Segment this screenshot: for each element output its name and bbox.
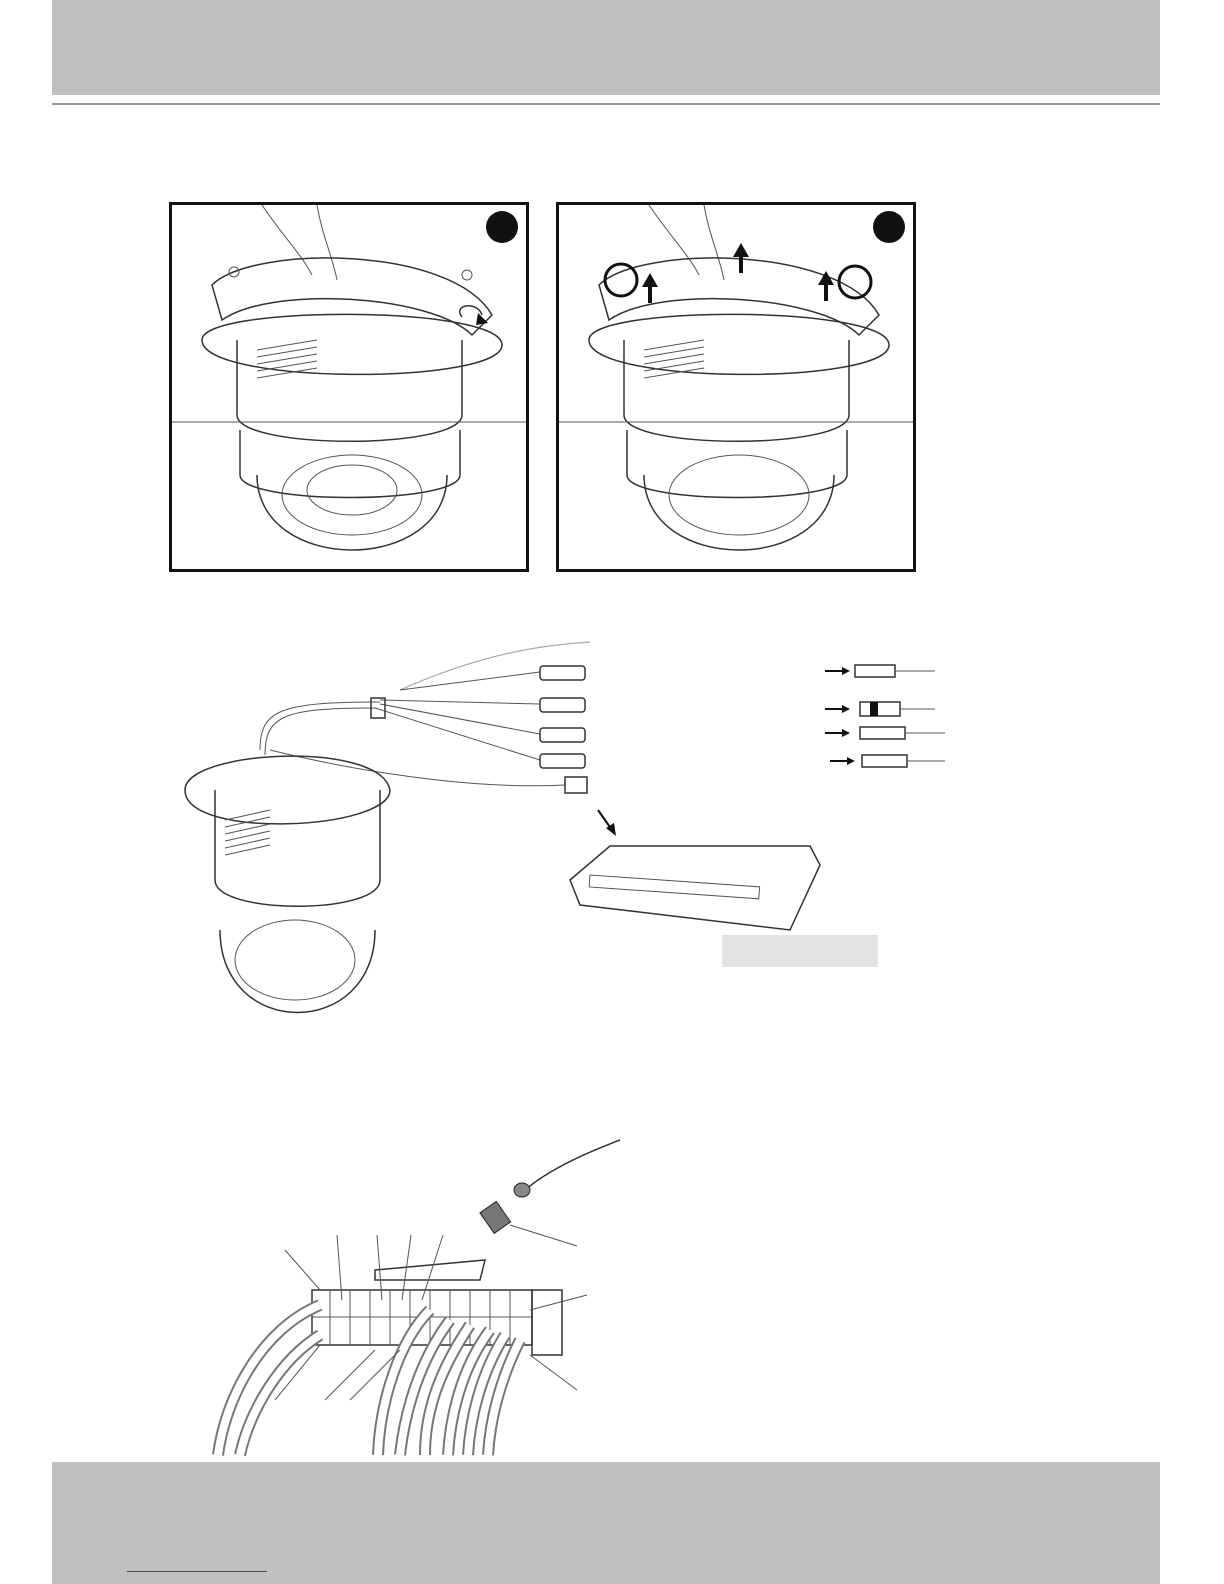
ring-terminal-icon [480, 1183, 530, 1233]
io-terminal-block-diagram [200, 1110, 620, 1460]
dome-camera-mounting-illustration [172, 205, 529, 572]
right-connector-plugs [825, 665, 945, 767]
step-2-dot-icon [873, 211, 905, 243]
poe-switch-icon [570, 846, 820, 930]
install-step-panel-2 [556, 202, 916, 572]
dome-camera-removal-illustration [559, 205, 916, 572]
switch-caption-box [722, 935, 878, 967]
install-step-panel-1 [169, 202, 529, 572]
page-footer-band [52, 1462, 1160, 1584]
page-header-band [52, 0, 1160, 95]
dome-camera-illustration [185, 756, 390, 1012]
step-1-dot-icon [486, 211, 518, 243]
cable-connection-diagram [170, 630, 970, 1030]
lift-arrows-icon [642, 243, 834, 303]
footer-link-underline[interactable] [127, 1571, 267, 1572]
header-divider [52, 103, 1160, 105]
